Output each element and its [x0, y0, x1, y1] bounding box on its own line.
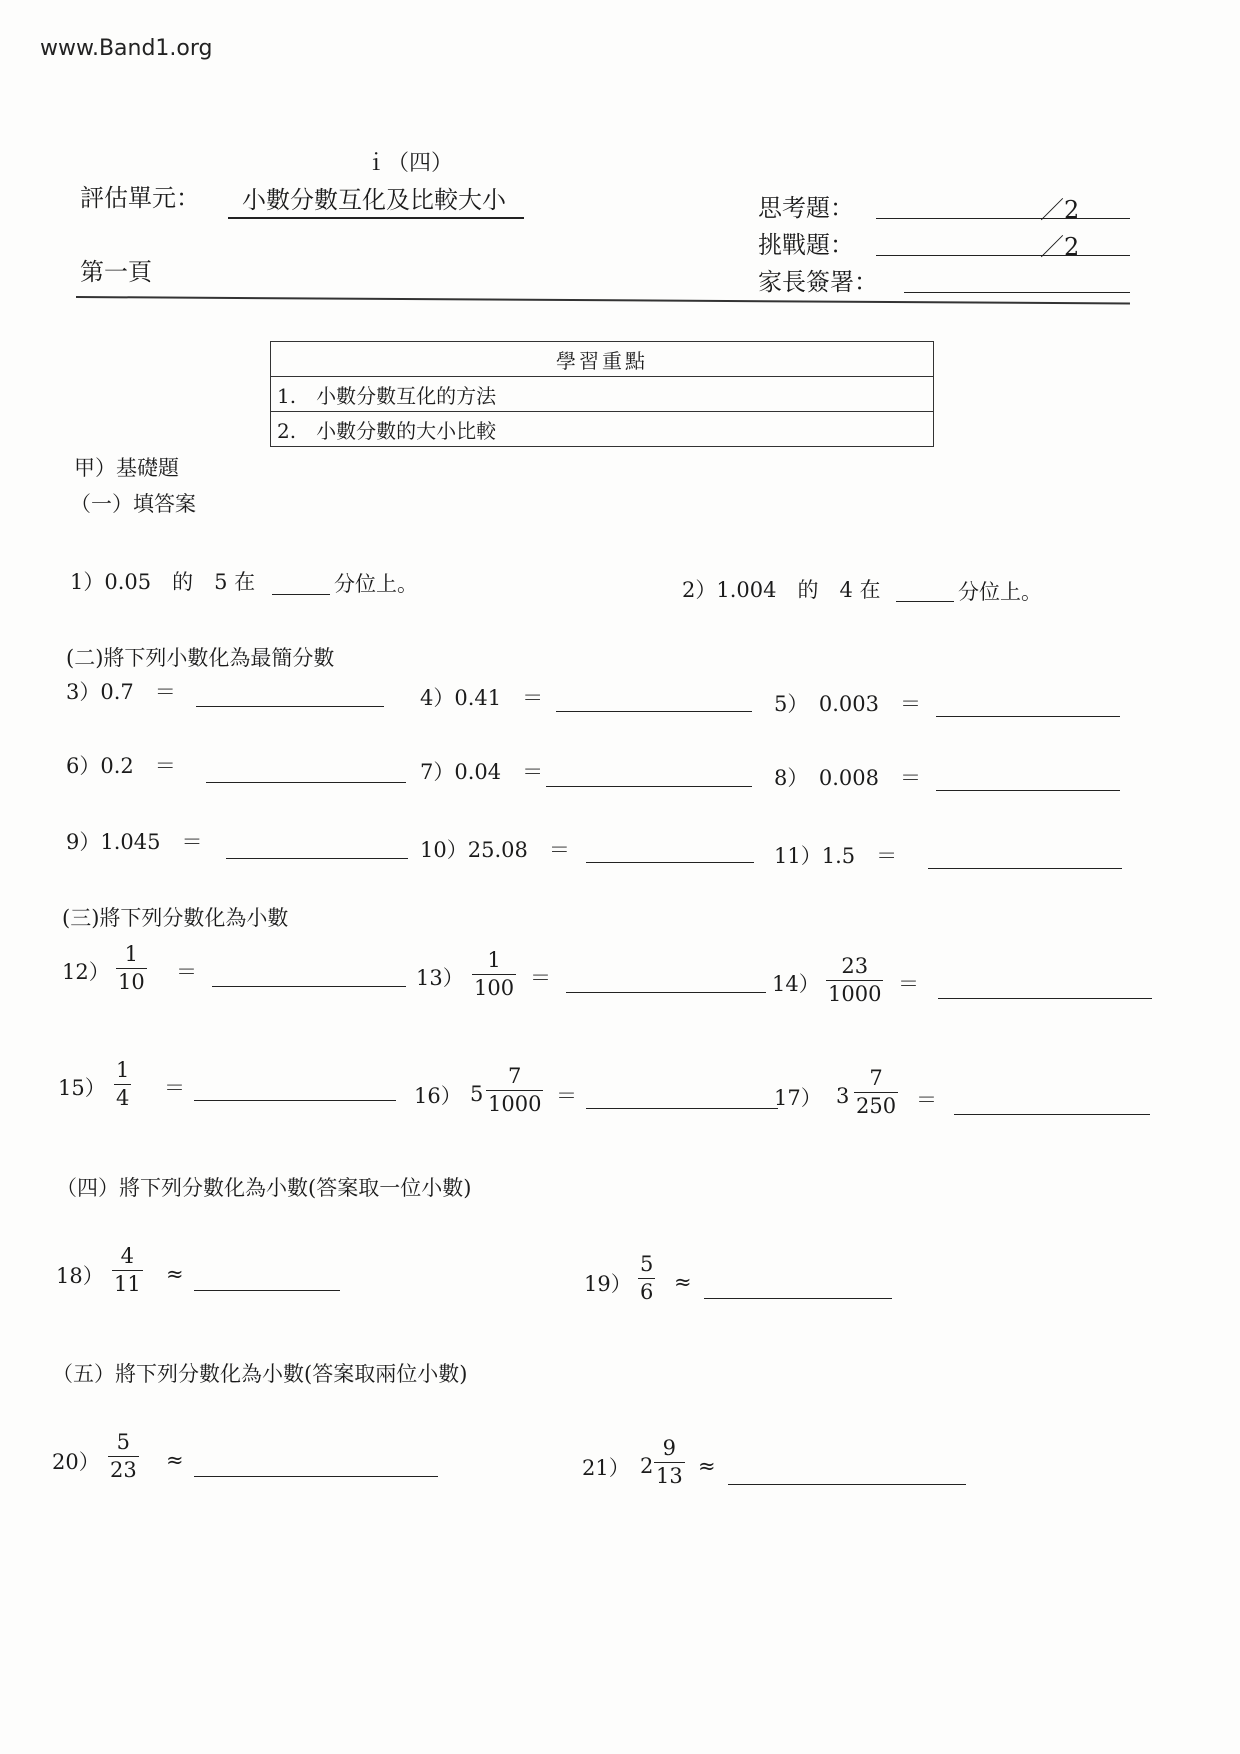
numerator: 1: [124, 942, 139, 966]
numerator: 9: [662, 1436, 677, 1460]
approx-sign: ≈: [166, 1448, 184, 1472]
question-12-label: 12）: [62, 960, 110, 984]
question-2-text: 2）1.004 的 4 在: [682, 578, 881, 602]
approx-sign: ≈: [166, 1262, 184, 1286]
approx-sign: ≈: [674, 1270, 692, 1294]
question-20-fraction: [108, 1432, 139, 1481]
question-17-answer-line[interactable]: [954, 1114, 1150, 1115]
question-9-text: 9）1.045 ＝: [66, 830, 203, 854]
question-3-text: 3）0.7 ＝: [66, 680, 176, 704]
numerator: 1: [116, 1058, 130, 1082]
challenge-label: 挑戰題：: [758, 231, 854, 259]
section-4-title: （四）將下列分數化為小數(答案取一位小數): [56, 1176, 472, 1200]
question-15-answer-line[interactable]: [194, 1100, 396, 1101]
unit-label: 評估單元：: [80, 184, 200, 212]
question-9-answer-line[interactable]: [226, 858, 408, 859]
challenge-score: ／2: [1040, 233, 1080, 261]
learning-focus-item: 1. 小數分數互化的方法: [271, 377, 934, 412]
parent-signature-line[interactable]: [904, 292, 1130, 293]
question-3-answer-line[interactable]: [196, 706, 384, 707]
question-1-answer-line[interactable]: [272, 594, 330, 595]
question-15-label: 15）: [58, 1076, 106, 1100]
site-url: www.Band1.org: [40, 36, 213, 61]
denominator: 6: [640, 1280, 654, 1304]
question-7-text: 7）0.04 ＝: [420, 760, 544, 784]
question-16-whole: 5: [470, 1082, 484, 1106]
question-18-label: 18）: [56, 1264, 104, 1288]
question-19-label: 19）: [584, 1272, 632, 1296]
question-16-fraction: [486, 1066, 543, 1115]
question-12-answer-line[interactable]: [212, 986, 406, 987]
denominator: 1000: [828, 982, 882, 1006]
question-13-label: 13）: [416, 966, 464, 990]
question-1-suffix: 分位上。: [334, 572, 418, 596]
numerator: 4: [120, 1244, 135, 1268]
question-17-label: 17）: [774, 1086, 822, 1110]
question-17-whole: 3: [836, 1084, 850, 1108]
question-21-label: 21）: [582, 1456, 630, 1480]
denominator: 10: [118, 970, 145, 994]
think-score: ／2: [1040, 196, 1080, 224]
question-10-text: 10）25.08 ＝: [420, 838, 570, 862]
page-label: 第一頁: [80, 258, 152, 286]
denominator: 1000: [488, 1092, 542, 1116]
numerator: 7: [869, 1066, 883, 1090]
numerator: 23: [841, 954, 869, 978]
equals-sign: ＝: [164, 1076, 185, 1100]
denominator: 13: [656, 1464, 683, 1488]
question-19-answer-line[interactable]: [704, 1298, 892, 1299]
question-2-answer-line[interactable]: [896, 601, 954, 602]
question-17-fraction: [854, 1068, 898, 1117]
think-score-line[interactable]: [876, 218, 1130, 219]
question-16-label: 16）: [414, 1084, 462, 1108]
numerator: 5: [640, 1252, 654, 1276]
denominator: 11: [114, 1272, 141, 1296]
question-19-fraction: [638, 1254, 655, 1303]
question-18-answer-line[interactable]: [194, 1290, 340, 1291]
question-13-fraction: [472, 950, 516, 999]
equals-sign: ＝: [556, 1084, 577, 1108]
numerator: 7: [508, 1064, 522, 1088]
learning-focus-item: 2. 小數分數的大小比較: [271, 412, 934, 447]
challenge-score-line[interactable]: [876, 255, 1130, 256]
denominator: 23: [110, 1458, 137, 1482]
denominator: 4: [116, 1086, 130, 1110]
think-label: 思考題：: [758, 194, 854, 222]
denominator: 250: [856, 1094, 897, 1118]
header-divider: [76, 296, 1130, 304]
question-12-fraction: [116, 944, 147, 993]
question-6-answer-line[interactable]: [206, 782, 406, 783]
question-21-fraction: [654, 1438, 685, 1487]
question-4-text: 4）0.41 ＝: [420, 686, 544, 710]
question-11-answer-line[interactable]: [928, 868, 1122, 869]
equals-sign: ＝: [916, 1088, 937, 1112]
question-21-whole: 2: [640, 1454, 654, 1478]
question-2-suffix: 分位上。: [958, 580, 1042, 604]
equals-sign: ＝: [530, 966, 551, 990]
question-7-answer-line[interactable]: [546, 786, 752, 787]
section-1-title: （一）填答案: [70, 492, 196, 516]
question-6-text: 6）0.2 ＝: [66, 754, 176, 778]
section-3-title: (三)將下列分數化為小數: [62, 906, 289, 930]
numerator: 1: [487, 948, 501, 972]
section-2-title: (二)將下列小數化為最簡分數: [66, 646, 335, 670]
numerator: 5: [116, 1430, 131, 1454]
question-14-label: 14）: [772, 972, 820, 996]
question-5-text: 5） 0.003 ＝: [774, 692, 921, 716]
learning-focus-table: [270, 341, 934, 447]
question-20-label: 20）: [52, 1450, 100, 1474]
question-10-answer-line[interactable]: [586, 862, 754, 863]
section-5-title: （五）將下列分數化為小數(答案取兩位小數): [52, 1362, 468, 1386]
question-16-answer-line[interactable]: [586, 1108, 778, 1109]
question-8-text: 8） 0.008 ＝: [774, 766, 921, 790]
question-13-answer-line[interactable]: [566, 992, 766, 993]
learning-focus-heading: 學習重點: [271, 342, 934, 377]
denominator: 100: [474, 976, 515, 1000]
question-14-answer-line[interactable]: [938, 998, 1152, 999]
question-21-answer-line[interactable]: [728, 1484, 966, 1485]
part-a-title: 甲）基礎題: [74, 456, 179, 480]
question-8-answer-line[interactable]: [936, 790, 1120, 791]
approx-sign: ≈: [698, 1454, 716, 1478]
question-15-fraction: [114, 1060, 131, 1109]
equals-sign: ＝: [176, 960, 197, 984]
question-1-text: 1）0.05 的 5 在: [70, 570, 256, 594]
parent-label: 家長簽署：: [758, 268, 878, 296]
question-5-answer-line[interactable]: [936, 716, 1120, 717]
unit-title: 小數分數互化及比較大小: [228, 180, 524, 219]
question-18-fraction: [112, 1246, 143, 1295]
question-11-text: 11）1.5 ＝: [774, 844, 898, 868]
partial-title: ｉ（四）: [365, 151, 454, 176]
question-4-answer-line[interactable]: [556, 711, 752, 712]
equals-sign: ＝: [898, 972, 919, 996]
question-14-fraction: [826, 956, 883, 1005]
question-20-answer-line[interactable]: [194, 1476, 438, 1477]
